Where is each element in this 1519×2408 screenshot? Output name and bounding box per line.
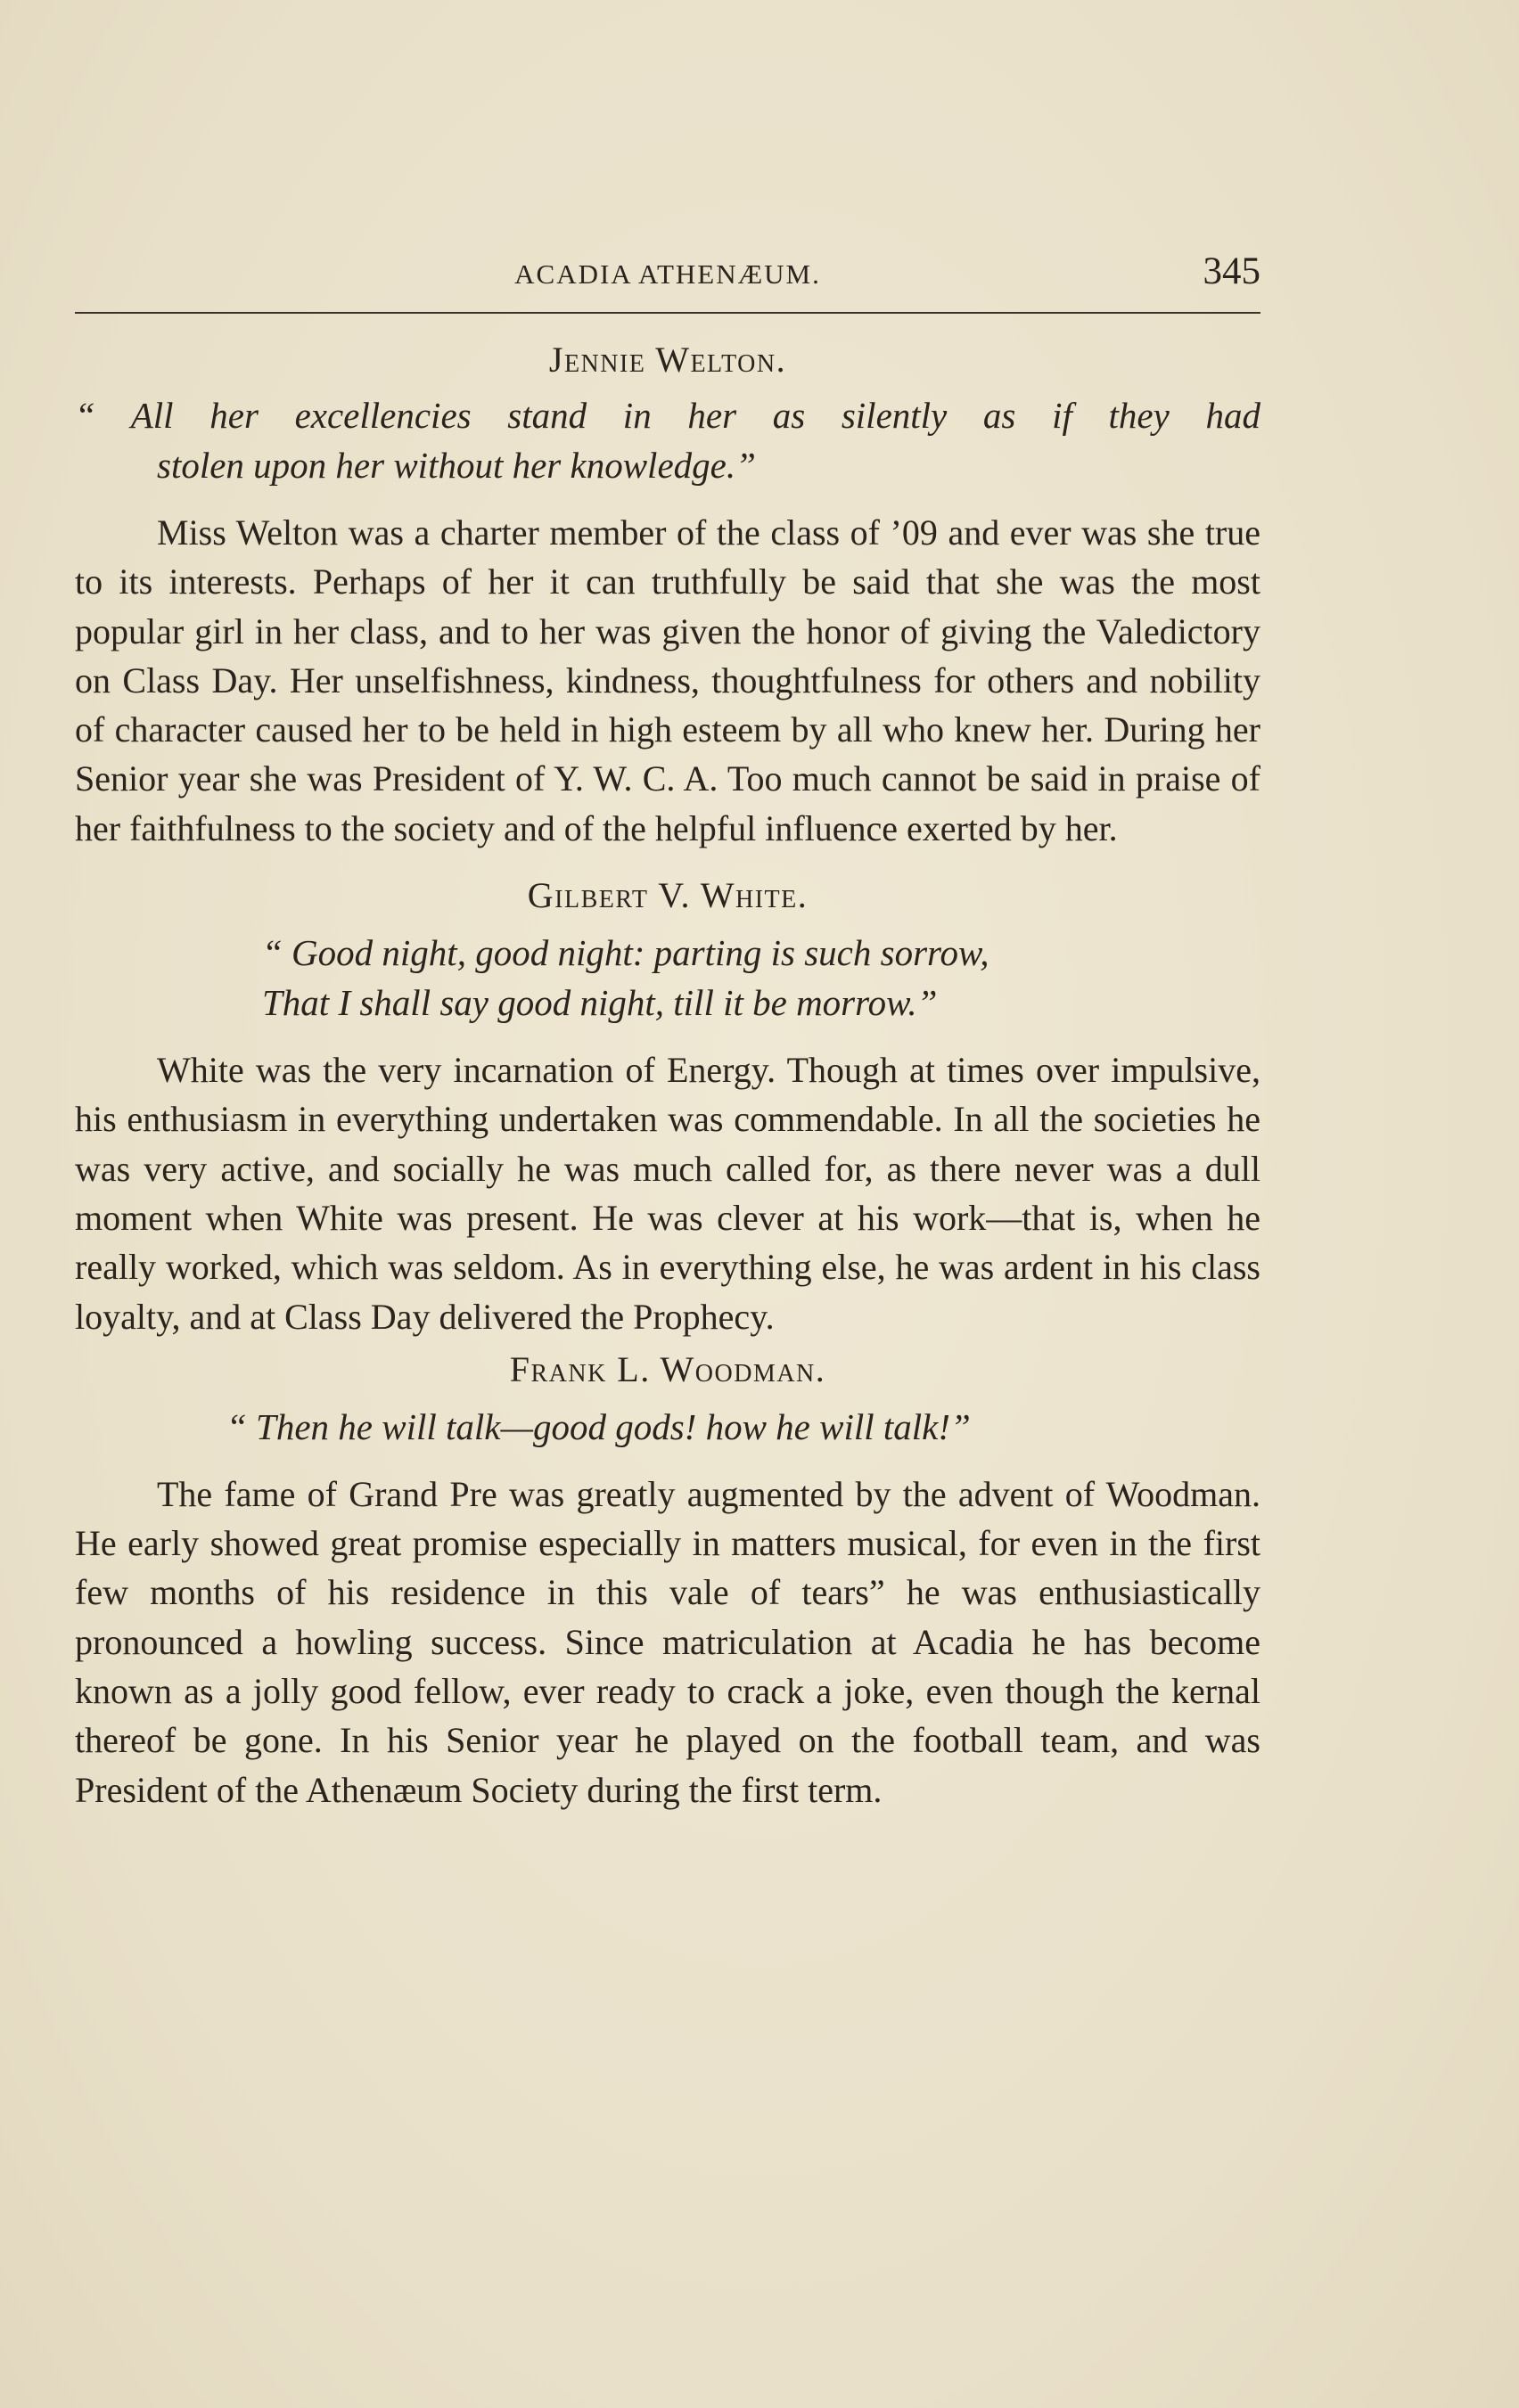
epigraph-line: “ All her excellencies stand in her as silently as if they had <box>75 395 1260 436</box>
epigraph-line: stolen upon her without her knowledge.” <box>157 445 756 486</box>
section-heading-white: Gilbert V. White. <box>527 875 809 916</box>
paragraph-woodman: The fame of Grand Pre was greatly augmented by the advent of Woodman. He early showed great promise especially in matters musical, for even in the first few months of his residence in this vale of tears” he was enthusiastically pronounced a howling success. Since matriculation at Acadia he has become known as a jolly good fellow, ever ready to crack a joke, even though the kernal thereof be gone. In his Senior year he played on the football team, and was President of the Athenæum Society during the first term. <box>75 1473 1260 1810</box>
epigraph-line: “ Then he will talk—good gods! how he will talk!” <box>226 1405 971 1447</box>
paragraph-welton: Miss Welton was a charter member of the class of ’09 and ever was she true to its interests. Perhaps of her it can truthfully be said that she was the most popular girl in her class, and to her was given the honor of giving the Valedictory on Class Day. Her unselfishness, kindness, thoughtfulness for others and nobility of character caused her to be held in high esteem by all who knew her. During her Senior year she was President of Y. W. C. A. Too much cannot be said in praise of her faithfulness to the society and of the helpful influence exerted by her. <box>75 512 1260 848</box>
epigraph-woodman <box>75 1402 1260 1452</box>
header-rule <box>75 312 1260 314</box>
section-heading-woodman: Frank L. Woodman. <box>509 1348 826 1389</box>
page-header <box>75 250 1260 303</box>
paragraph-white: White was the very incarnation of Energy. Though at times over impulsive, his enthusiasm in everything undertaken was commendable. In all the societies he was very active, and socially he was much called for, as there never was a dull moment when White was present. He was clever at his work—that is, when he really worked, which was seldom. As in everything else, he was ardent in his class loyalty, and at Class Day delivered the Prophecy. <box>75 1050 1260 1337</box>
running-title: ACADIA ATHENÆUM. <box>514 258 821 290</box>
section-heading-welton: Jennie Welton. <box>548 340 787 380</box>
epigraph-line: “ Good night, good night: parting is such sorrow, <box>262 932 989 974</box>
article-body <box>75 332 1260 1814</box>
epigraph-welton <box>75 390 1260 490</box>
epigraph-line: That I shall say good night, till it be morrow.” <box>262 982 938 1024</box>
epigraph-white <box>75 928 1260 1028</box>
page-number: 345 <box>1203 250 1260 292</box>
